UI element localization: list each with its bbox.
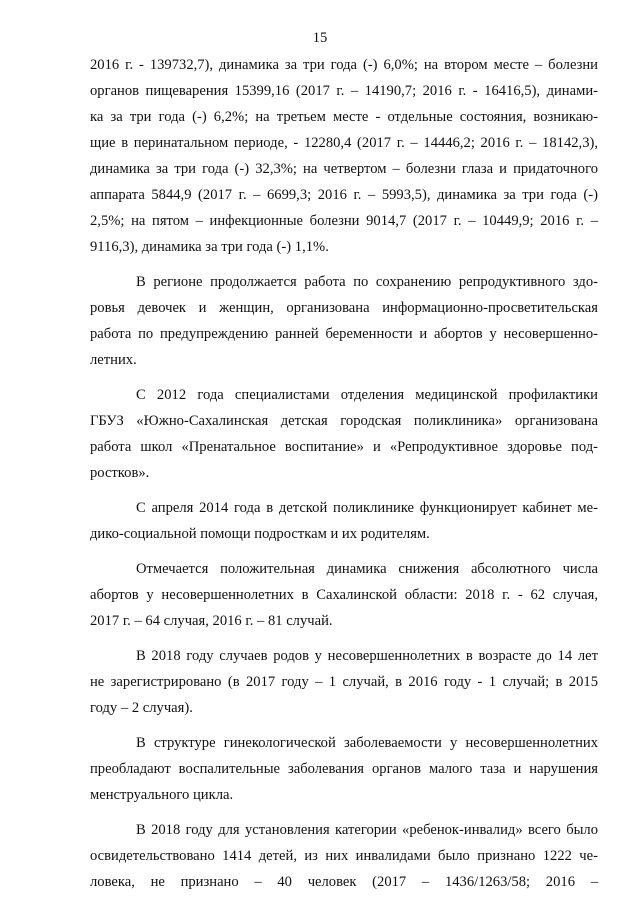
text-line: летних. (90, 352, 137, 368)
text-line: 2,5%; на пятом – инфекционные болезни 9014,7 (2017 г. – 10449,9; 2016 г. – (90, 213, 598, 229)
paragraph (90, 495, 598, 547)
text-line: ка за три года (-) 6,2%; на третьем месте - отдельные состояния, возникаю- (90, 109, 598, 125)
text-line: аппарата 5844,9 (2017 г. – 6699,3; 2016 г. – 5993,5), динамика за три года (-) (90, 187, 598, 203)
paragraph (90, 730, 598, 808)
paragraph (90, 52, 598, 260)
paragraph (90, 382, 598, 486)
text-line: органов пищеварения 15399,16 (2017 г. – 14190,7; 2016 г. - 16416,5), динами- (90, 83, 598, 99)
document-body (90, 52, 598, 895)
text-line: В регионе продолжается работа по сохранению репродуктивного здо- (136, 274, 598, 290)
text-line: динамика за три года (-) 32,3%; на четвертом – болезни глаза и придаточного (90, 161, 598, 177)
text-line: В 2018 году для установления категории «ребенок-инвалид» всего было (136, 822, 598, 838)
paragraph (90, 643, 598, 721)
text-line: Отмечается положительная динамика снижения абсолютного числа (136, 561, 598, 577)
text-line: дико-социальной помощи подросткам и их родителям. (90, 526, 430, 542)
text-line: преобладают воспалительные заболевания органов малого таза и нарушения (90, 761, 598, 777)
paragraph (90, 269, 598, 373)
text-line: 2016 г. - 139732,7), динамика за три года (-) 6,0%; на втором месте – болезни (90, 57, 598, 73)
text-line: освидетельствовано 1414 детей, из них инвалидами было признано 1222 че- (90, 848, 598, 864)
text-line: щие в перинатальном периоде, - 12280,4 (2017 г. – 14446,2; 2016 г. – 18142,3), (90, 135, 598, 151)
text-line: С апреля 2014 года в детской поликлинике функционирует кабинет ме- (136, 500, 598, 516)
text-line: В структуре гинекологической заболеваемости у несовершеннолетних (136, 735, 598, 751)
text-line: ГБУЗ «Южно-Сахалинская детская городская поликлиника» организована (90, 413, 598, 429)
text-line: работа школ «Пренатальное воспитание» и «Репродуктивное здоровье под- (90, 439, 598, 455)
text-line: ростков». (90, 465, 150, 481)
paragraph (90, 556, 598, 634)
text-line: ловека, не признано – 40 человек (2017 – 1436/1263/58; 2016 – (90, 874, 598, 890)
text-line: В 2018 году случаев родов у несовершеннолетних в возрасте до 14 лет (136, 648, 598, 664)
page-number: 15 (312, 30, 328, 46)
paragraph (90, 817, 598, 895)
text-line: 9116,3), динамика за три года (-) 1,1%. (90, 239, 329, 255)
text-line: не зарегистрировано (в 2017 году – 1 случай, в 2016 году - 1 случай; в 2015 (90, 674, 598, 690)
text-line: С 2012 года специалистами отделения медицинской профилактики (136, 387, 598, 403)
text-line: 2017 г. – 64 случая, 2016 г. – 81 случай. (90, 613, 333, 629)
text-line: году – 2 случая). (90, 700, 193, 716)
text-line: ровья девочек и женщин, организована информационно-просветительская (90, 300, 598, 316)
text-line: работа по предупреждению ранней беременности и абортов у несовершенно- (90, 326, 598, 342)
text-line: абортов у несовершеннолетних в Сахалинской области: 2018 г. - 62 случая, (90, 587, 598, 603)
text-line: менструального цикла. (90, 787, 234, 803)
